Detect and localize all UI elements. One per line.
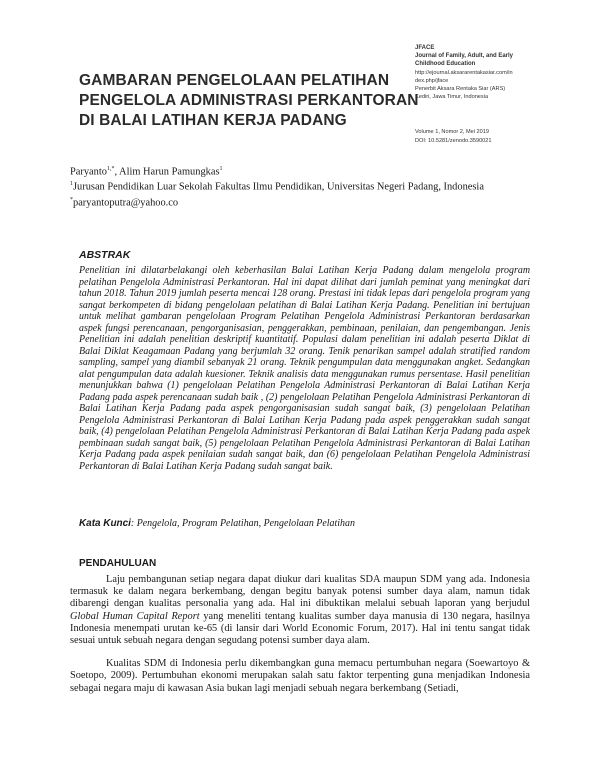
affiliation-line (70, 178, 550, 193)
journal-full-name-1: Journal of Family, Adult, and Early (415, 53, 514, 60)
journal-url-2[interactable]: dex.php/jface (415, 77, 449, 84)
journal-name: JFACE (415, 45, 435, 51)
intro-p1-part-a: Laju pembangunan setiap negara dapat diukur dari kualitas SDA maupun SDM yang ada. Indonesia termasuk ke dalam negara berkembang, dengan begitu banyak potensi sumber daya alam, namun tidak dibarengi dengan kualitas personalia yang ada. Hal ini dibuktikan melalui sebuah laporan yang berjudul (70, 574, 530, 610)
journal-info (415, 44, 595, 145)
title-line-2: PENGELOLA ADMINISTRASI PERKANTORAN (79, 92, 419, 109)
journal-doi: DOI: 10.5281/zenodo.3590021 (415, 137, 492, 144)
intro-paragraph-1 (70, 574, 530, 647)
abstract-text: Penelitian ini dilatarbelakangi oleh keberhasilan Balai Latihan Kerja Padang dalam mengelola program pelatihan Pengelola Administrasi Perkantoran. Hal ini dapat dilihat dari jumlah peminat yang meningkat dari tahun 2018. Tahun 2019 jumlah peserta mencai 128 orang. Prestasi ini tidak lepas dari pengelola program yang sangat berkompeten di bidang pengelolaan pelatihan di Balai Latihan Kerja Padang. Penelitian ini bertujuan untuk melihat gambaran pengelolaan Program Pelatihan Pengelola Administrasi Perkantoran berdasarkan aspek fungsi perencanaan, pengorganisasian, penggerakkan, pembinaan, penilaian, dan pengembangan. Jenis Penelitian ini adalah penelitian deskriptif kuantitatif. Populasi dalam penelitian ini adalah peserta Diklat di Balai Diklat Keagamaan Padang yang berjumlah 32 orang. Tenik penarikan sampel adalah stratified random sampling, sampel yang diambil sebanyak 21 orang. Teknik pengumpulan data menggunakan angket. Sedangkan alat pengumpulan data adalah kuesioner. Teknik analisis data menggunakan rumus persentase. Hasil penelitian menunjukkan bahwa (1) pengelolaan Pelatihan Pengelola Administrasi Perkantoran di Balai Latihan Kerja Padang pada aspek perencanaan sudah baik , (2) pengelolaan Pelatihan Pengelola Administrasi Perkantoran di Balai Latihan Kerja Padang pada aspek pengorganisasian sudah sangat baik, (3) pengelolaan Pelatihan Pengelola Administrasi Perkantoran di Balai Latihan Kerja Padang pada aspek penggerakkan sudah sangat baik, (4) pengelolaan Pelatihan Pengelola Administrasi Perkantoran di Balai Latihan Kerja Padang pada aspek pembinaan sudah sangat baik, (5) pengelolaan Pelatihan Pengelola Administrasi Perkantoran di Balai Latihan Kerja Padang pada aspek penilaian sudah sangat baik, dan (6) pengelolaan Pelatihan Pengelola Administrasi Perkantoran di Balai Latihan Kerja Padang sudah sangat baik. (79, 265, 530, 472)
abstract-heading: ABSTRAK (79, 249, 131, 261)
intro-paragraph-2: Kualitas SDM di Indonesia perlu dikembangkan guna memacu pertumbuhan negara (Soewartoyo & Soetopo, 2009). Pertumbuhan ekonomi merupakan salah satu faktor terpenting guna menjadikan Indonesia sebagai negara maju di kawasan Asia bukan lagi menjadi sebuah negara berkembang (Setiadi, (70, 658, 530, 694)
author-2: , Alim Harun Pamungkas (114, 166, 220, 178)
affiliation: Jurusan Pendidikan Luar Sekolah Fakultas Ilmu Pendidikan, Universitas Negeri Padang, Indonesia (73, 181, 484, 193)
keywords-text: : Pengelola, Program Pelatihan, Pengelolaan Pelatihan (130, 518, 355, 529)
author-line (70, 163, 550, 178)
intro-heading: PENDAHULUAN (79, 558, 157, 569)
affiliation-sup: 1 (70, 181, 73, 188)
keywords (79, 518, 355, 529)
intro-body (70, 574, 530, 706)
journal-full-name-2: Childhood Education (415, 61, 476, 68)
intro-p1-italic: Global Human Capital Report (70, 610, 200, 622)
author-email[interactable]: paryantoputra@yahoo.co (73, 197, 179, 209)
title-line-1: GAMBARAN PENGELOLAAN PELATIHAN (79, 72, 390, 89)
author-2-sup: 1 (219, 166, 223, 172)
intro-p1-part-b: yang meneliti tentang kualitas sumber daya manusia di 130 negara, hasilnya Indonesia menempati urutan ke-65 (di lansir dari World Economic Forum, 2017). Hal ini tentu sangat tidak sesuai untuk sebuah negara dengan segudang potensi sumber daya alam. (70, 610, 530, 647)
email-line (70, 194, 550, 209)
keywords-label: Kata Kunci (79, 518, 131, 529)
journal-location: Kediri, Jawa Timur, Indonesia (415, 94, 489, 101)
title-line-3: DI BALAI LATIHAN KERJA PADANG (79, 112, 347, 129)
journal-volume: Volume 1, Nomor 2, Mei 2019 (415, 129, 489, 136)
journal-publisher: Penerbit Aksara Rentaka Siar (ARS) (415, 86, 506, 93)
author-block (70, 163, 550, 209)
journal-url-1[interactable]: http://ejournal.aksararentakasiar.com/in (415, 69, 513, 76)
email-sup: * (70, 196, 73, 203)
author-1-sup: 1,* (106, 166, 115, 172)
author-1: Paryanto (70, 166, 107, 178)
paper-title (79, 71, 419, 131)
